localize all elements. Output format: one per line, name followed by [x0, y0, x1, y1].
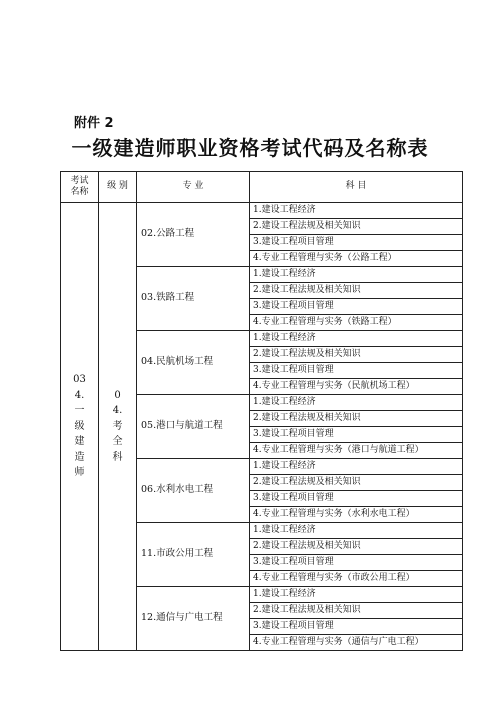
subject-cell: 4.专业工程管理与实务（公路工程） — [250, 251, 463, 267]
specialty-cell: 04.民航机场工程 — [137, 331, 250, 395]
exam-name-cell — [61, 203, 99, 651]
specialty-cell: 06.水利水电工程 — [137, 459, 250, 523]
header-exam-name — [61, 172, 99, 203]
subject-cell: 1.建设工程经济 — [250, 523, 463, 539]
subject-cell: 2.建设工程法规及相关知识 — [250, 219, 463, 235]
subject-cell: 2.建设工程法规及相关知识 — [250, 475, 463, 491]
subject-cell: 1.建设工程经济 — [250, 331, 463, 347]
table-row — [61, 203, 463, 219]
subject-cell: 3.建设工程项目管理 — [250, 363, 463, 379]
level-text: 04.考全科 — [112, 389, 123, 463]
specialty-cell: 05.港口与航道工程 — [137, 395, 250, 459]
subject-cell: 3.建设工程项目管理 — [250, 619, 463, 635]
attachment-label: 附件 2 — [74, 116, 114, 131]
subject-cell: 1.建设工程经济 — [250, 459, 463, 475]
exam-code-table — [60, 171, 463, 651]
subject-cell: 2.建设工程法规及相关知识 — [250, 539, 463, 555]
subject-cell: 4.专业工程管理与实务（通信与广电工程） — [250, 635, 463, 651]
table-body — [61, 203, 463, 651]
table-header-row — [61, 172, 463, 203]
subject-cell: 2.建设工程法规及相关知识 — [250, 347, 463, 363]
level-cell — [99, 203, 137, 651]
subject-cell: 4.专业工程管理与实务（市政公用工程） — [250, 571, 463, 587]
subject-cell: 3.建设工程项目管理 — [250, 491, 463, 507]
subject-cell: 2.建设工程法规及相关知识 — [250, 411, 463, 427]
specialty-cell: 03.铁路工程 — [137, 267, 250, 331]
header-level: 级 别 — [99, 172, 137, 203]
header-specialty: 专 业 — [137, 172, 250, 203]
exam-name-text: 034.一级建造师 — [73, 374, 86, 479]
header-subject: 科 目 — [250, 172, 463, 203]
subject-cell: 3.建设工程项目管理 — [250, 299, 463, 315]
subject-cell: 4.专业工程管理与实务（水利水电工程） — [250, 507, 463, 523]
subject-cell: 4.专业工程管理与实务（铁路工程） — [250, 315, 463, 331]
specialty-cell: 02.公路工程 — [137, 203, 250, 267]
subject-cell: 4.专业工程管理与实务（民航机场工程） — [250, 379, 463, 395]
subject-cell: 2.建设工程法规及相关知识 — [250, 603, 463, 619]
header-exam-name-line1: 考试 — [70, 175, 89, 186]
page-title: 一级建造师职业资格考试代码及名称表 — [71, 136, 429, 160]
subject-cell: 1.建设工程经济 — [250, 267, 463, 283]
specialty-cell: 12.通信与广电工程 — [137, 587, 250, 651]
subject-cell: 3.建设工程项目管理 — [250, 555, 463, 571]
subject-cell: 1.建设工程经济 — [250, 395, 463, 411]
subject-cell: 1.建设工程经济 — [250, 203, 463, 219]
subject-cell: 3.建设工程项目管理 — [250, 235, 463, 251]
subject-cell: 3.建设工程项目管理 — [250, 427, 463, 443]
header-exam-name-line2: 名称 — [70, 187, 89, 197]
subject-cell: 1.建设工程经济 — [250, 587, 463, 603]
subject-cell: 4.专业工程管理与实务（港口与航道工程） — [250, 443, 463, 459]
subject-cell: 2.建设工程法规及相关知识 — [250, 283, 463, 299]
specialty-cell: 11.市政公用工程 — [137, 523, 250, 587]
